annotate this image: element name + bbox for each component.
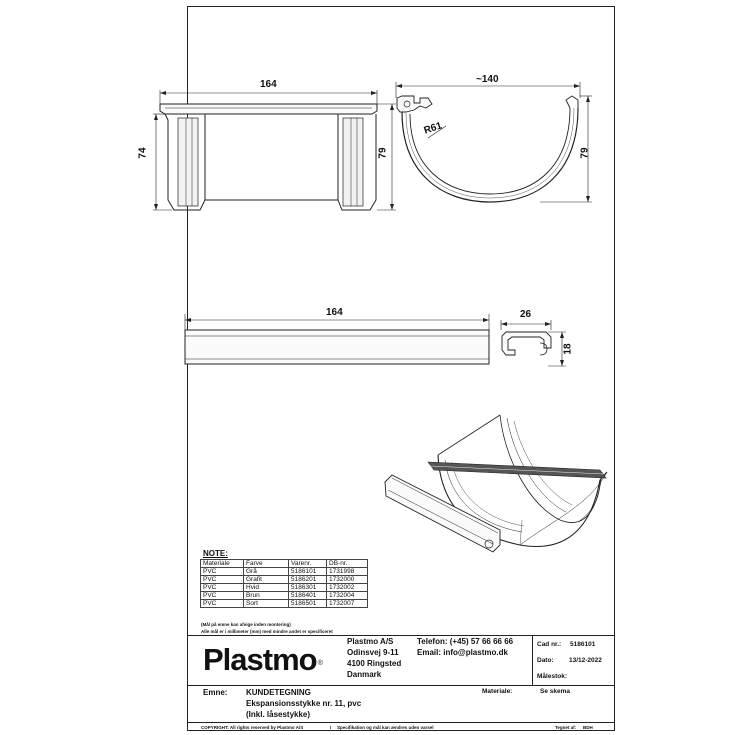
table-cell: Grafit — [244, 576, 289, 584]
table-row — [201, 584, 368, 592]
subject-line-2: Ekspansionsstykke nr. 11, pvc — [246, 699, 362, 708]
table-cell: 1731998 — [327, 568, 368, 576]
note-remark-1: (Mål på emne kan afvige inden montering) — [201, 622, 291, 627]
company-city: 4100 Ringsted — [347, 659, 402, 668]
title-block-top-line — [187, 635, 615, 636]
table-cell: 1732007 — [327, 600, 368, 608]
table-header: DB-nr. — [327, 560, 368, 568]
strip-width-label: 26 — [520, 309, 532, 320]
logo-text: Plastmo — [203, 642, 317, 677]
company-email: Email: info@plastmo.dk — [417, 648, 508, 657]
subject-label: Emne: — [203, 688, 228, 697]
specification-text: Specifikation og mål kan ændres uden varsel — [337, 725, 434, 730]
profile-view — [396, 82, 592, 202]
table-cell: PVC — [201, 592, 244, 600]
table-header: Varenr. — [289, 560, 327, 568]
table-cell: Brun — [244, 592, 289, 600]
front-view — [153, 90, 396, 210]
table-row — [201, 592, 368, 600]
table-cell: Hvid — [244, 584, 289, 592]
profile-radius-label: R61 — [422, 120, 444, 137]
table-row — [201, 568, 368, 576]
strip-height-label: 18 — [562, 343, 574, 355]
table-header: Materiale — [201, 560, 244, 568]
company-phone: Telefon: (+45) 57 66 66 66 — [417, 637, 514, 646]
logo-registered-mark: ® — [317, 660, 322, 667]
title-block-bottom-line — [187, 722, 615, 723]
material-table — [200, 559, 368, 608]
company-name: Plastmo A/S — [347, 637, 394, 646]
table-header: Farve — [244, 560, 289, 568]
title-block-divider — [532, 635, 533, 685]
company-street: Odinsvej 9-11 — [347, 648, 399, 657]
table-cell: 5186301 — [289, 584, 327, 592]
plastmo-logo — [203, 644, 321, 676]
table-cell: Sort — [244, 600, 289, 608]
table-cell: 5186101 — [289, 568, 327, 576]
table-cell: PVC — [201, 584, 244, 592]
table-header-row — [201, 560, 368, 568]
table-row — [201, 600, 368, 608]
copyright-text: COPYRIGHT: All rights reserved by Plastmo A/S — [201, 725, 304, 730]
profile-height-label: 79 — [579, 147, 591, 159]
table-cell: 5186201 — [289, 576, 327, 584]
front-height-left-label: 74 — [137, 147, 149, 159]
front-width-label: 164 — [260, 79, 277, 90]
strip-length-label: 164 — [326, 307, 343, 318]
table-cell: 5186501 — [289, 600, 327, 608]
table-cell: PVC — [201, 576, 244, 584]
table-cell: 1732002 — [327, 584, 368, 592]
material-label: Materiale: — [482, 688, 513, 695]
company-country: Danmark — [347, 670, 382, 679]
table-cell: 1732004 — [327, 592, 368, 600]
date-value: 13/12-2022 — [569, 657, 602, 664]
scale-label: Målestok: — [537, 673, 567, 680]
table-cell: PVC — [201, 600, 244, 608]
title-block-mid-line — [187, 685, 615, 686]
cad-label: Cad nr.: — [537, 641, 562, 648]
isometric-view — [385, 415, 607, 552]
note-remark-2: Alle mål er i millimeter (mm) med mindre andet er specificeret — [201, 629, 333, 634]
table-cell: 5186401 — [289, 592, 327, 600]
cad-value: 5186101 — [570, 641, 596, 648]
drawn-by-label: Tegnet af: — [555, 725, 577, 730]
front-height-right-label: 79 — [377, 147, 389, 159]
profile-width-label: ~140 — [476, 74, 499, 85]
drawn-by-value: BDH — [583, 725, 593, 730]
copyright-separator: I — [330, 725, 332, 730]
table-cell: 1732000 — [327, 576, 368, 584]
table-cell: PVC — [201, 568, 244, 576]
note-title: NOTE: — [203, 549, 228, 558]
table-cell: Grå — [244, 568, 289, 576]
date-label: Dato: — [537, 657, 554, 664]
table-row — [201, 576, 368, 584]
subject-line-3: (Inkl. låsestykke) — [246, 710, 311, 719]
locking-strip-view — [185, 314, 566, 366]
subject-line-1: KUNDETEGNING — [246, 688, 311, 697]
material-value: Se skema — [540, 688, 570, 695]
